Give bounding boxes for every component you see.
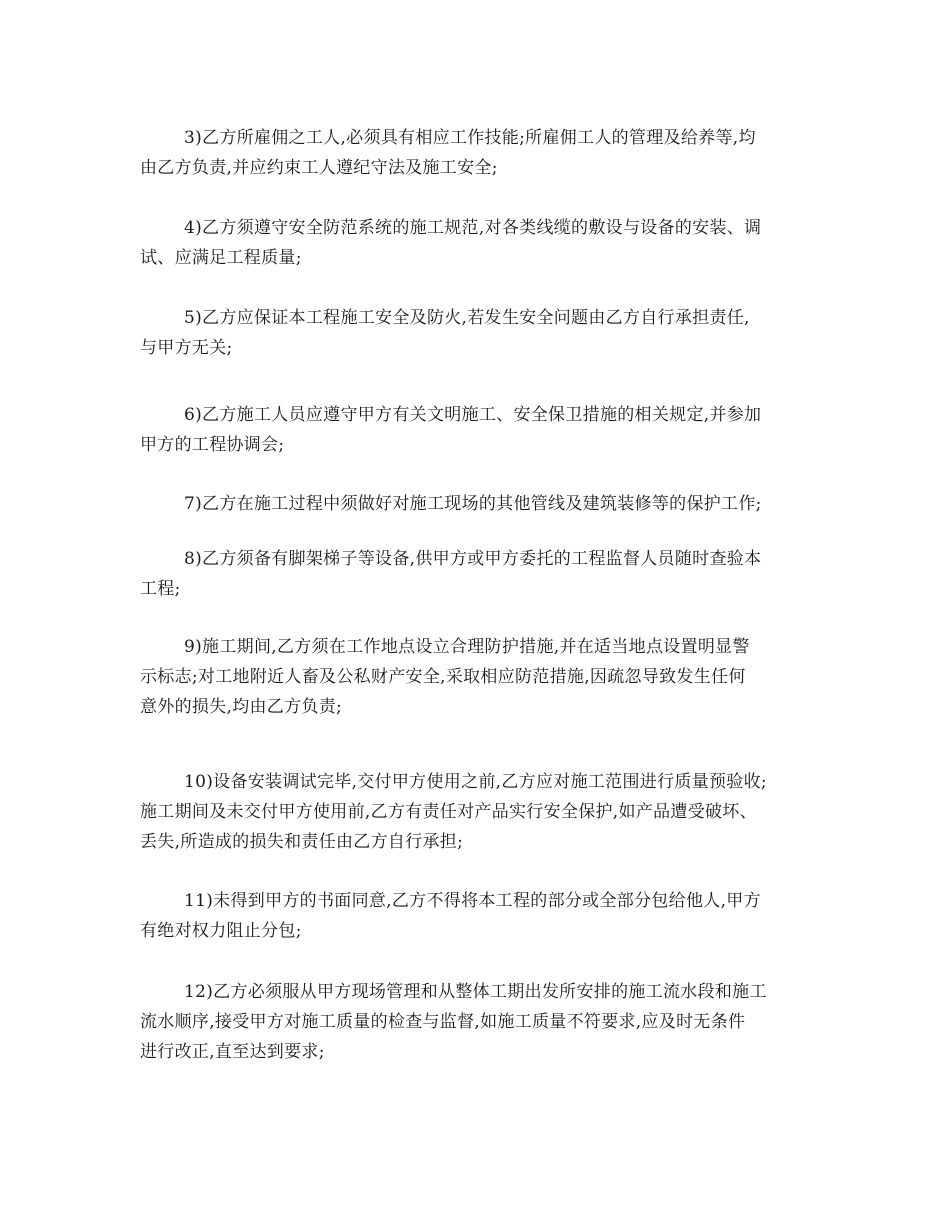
clause-6: 6)乙方施工人员应遵守甲方有关文明施工、安全保卫措施的相关规定,并参加 甲方的工程协调会; <box>140 405 762 455</box>
clause-7: 7)乙方在施工过程中须做好对施工现场的其他管线及建筑装修等的保护工作; <box>184 494 762 514</box>
clause-12: 12)乙方必须服从甲方现场管理和从整体工期出发所安排的施工流水段和施工 流水顺序,接受甲方对施工质量的检查与监督,如施工质量不符要求,应及时无条件 进行改正,直至达到要求; <box>140 982 767 1062</box>
clause-3: 3)乙方所雇佣之工人,必须具有相应工作技能;所雇佣工人的管理及给养等,均 由乙方负责,并应约束工人遵纪守法及施工安全; <box>140 128 756 178</box>
clause-11: 11)未得到甲方的书面同意,乙方不得将本工程的部分或全部分包给他人,甲方 有绝对权力阻止分包; <box>140 891 761 941</box>
clause-10: 10)设备安装调试完毕,交付甲方使用之前,乙方应对施工范围进行质量预验收; 施工期间及未交付甲方使用前,乙方有责任对产品实行安全保护,如产品遭受破坏、 丢失,所造成的损失和责任由乙方自行承担; <box>140 772 767 852</box>
clause-9: 9)施工期间,乙方须在工作地点设立合理防护措施,并在适当地点设置明显警 示标志;对工地附近人畜及公私财产安全,采取相应防范措施,因疏忽导致发生任何 意外的损失,均由乙方负责; <box>140 637 750 717</box>
clause-4: 4)乙方须遵守安全防范系统的施工规范,对各类线缆的敷设与设备的安装、调 试、应满足工程质量; <box>140 218 762 268</box>
clause-5: 5)乙方应保证本工程施工安全及防火,若发生安全问题由乙方自行承担责任, 与甲方无关; <box>140 308 750 358</box>
clause-8: 8)乙方须备有脚架梯子等设备,供甲方或甲方委托的工程监督人员随时查验本 工程; <box>140 549 762 599</box>
